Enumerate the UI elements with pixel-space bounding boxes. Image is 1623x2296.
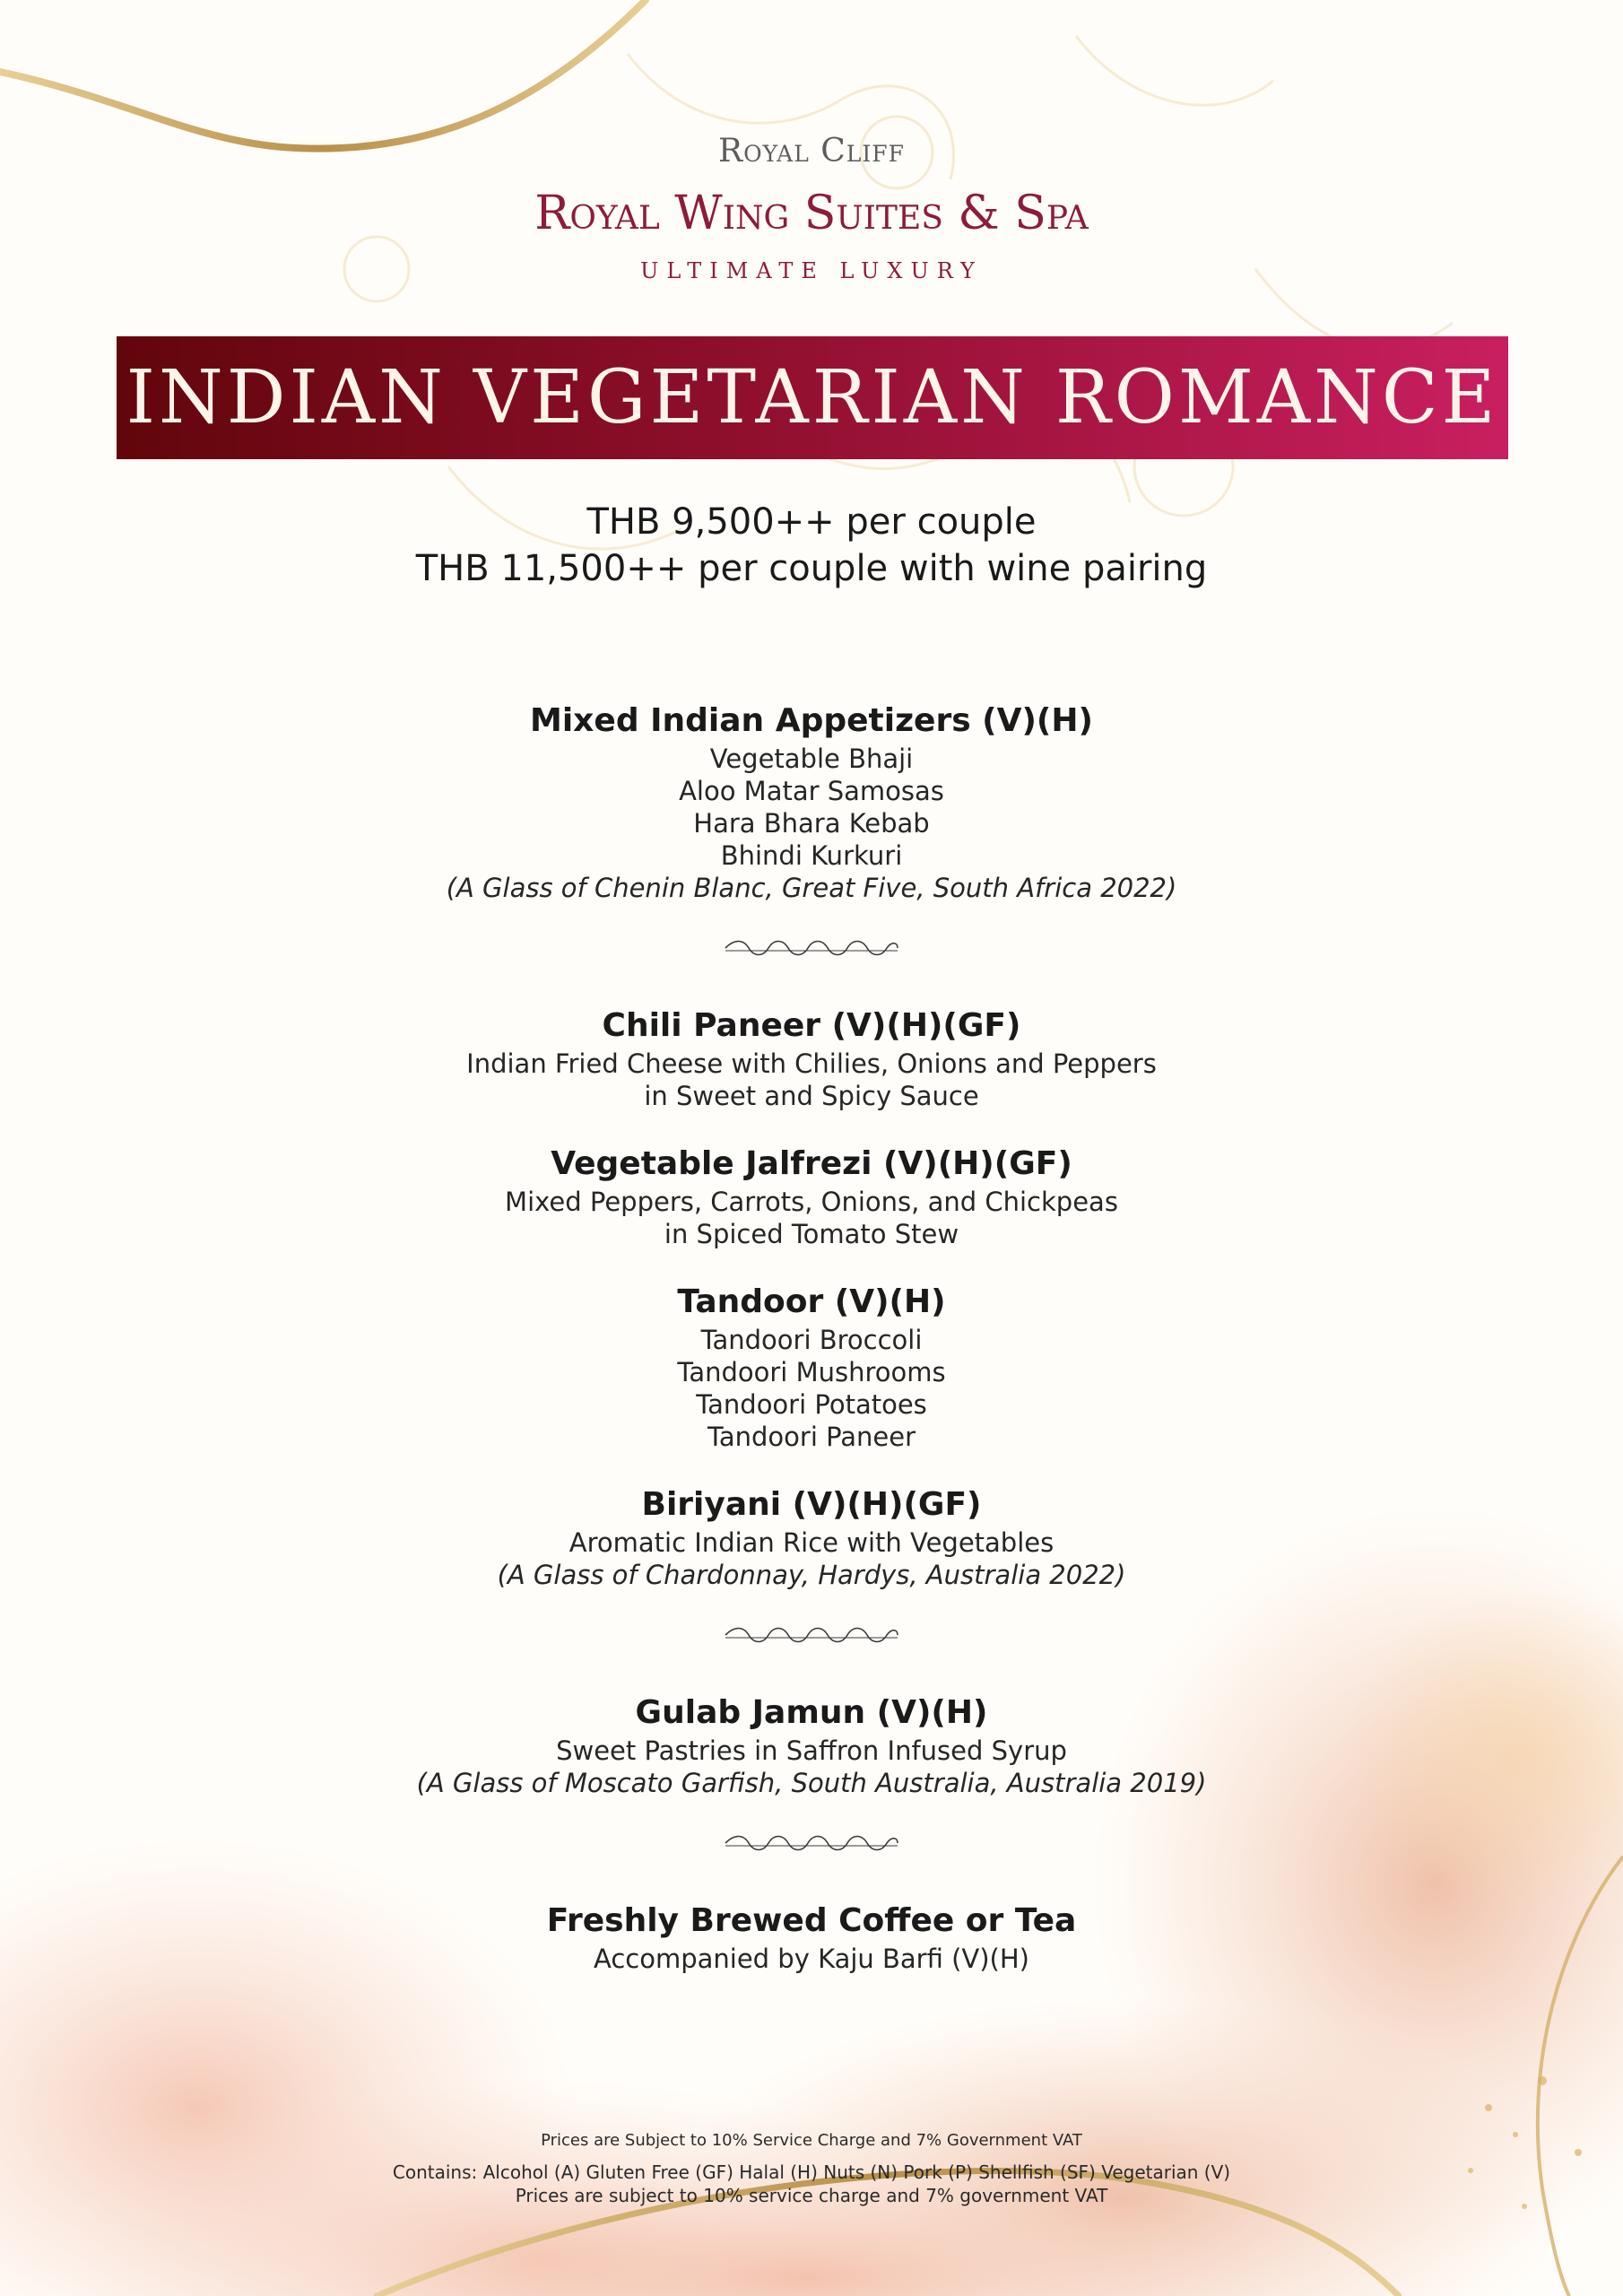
footer-service-note: Prices are Subject to 10% Service Charge and 7% Government VAT bbox=[541, 2131, 1082, 2150]
course-item: Bhindi Kurkuri bbox=[720, 840, 903, 871]
wine-pairing: (A Glass of Chardonnay, Hardys, Australia 2022) bbox=[497, 1560, 1126, 1590]
course-item: in Spiced Tomato Stew bbox=[664, 1219, 959, 1249]
brand-name-logo: Royal Wing Suites & Spa bbox=[534, 187, 1089, 240]
footer-service-note-2: Prices are subject to 10% service charge and 7% government VAT bbox=[515, 2185, 1108, 2206]
title-banner bbox=[117, 336, 1508, 459]
course-tandoor bbox=[0, 1281, 1623, 1453]
course-item: Sweet Pastries in Saffron Infused Syrup bbox=[556, 1735, 1067, 1766]
wine-pairing: (A Glass of Chenin Blanc, Great Five, South Africa 2022) bbox=[446, 873, 1177, 903]
price-with-wine: THB 11,500++ per couple with wine pairing bbox=[415, 548, 1208, 589]
course-appetizers bbox=[0, 700, 1623, 904]
course-chili-paneer bbox=[0, 1004, 1623, 1112]
course-item: Tandoori Paneer bbox=[707, 1422, 916, 1452]
course-title: Biriyani (V)(H)(GF) bbox=[641, 1486, 982, 1523]
menu-title: INDIAN VEGETARIAN ROMANCE bbox=[126, 355, 1499, 440]
ornament-divider bbox=[722, 936, 901, 960]
course-item: in Sweet and Spicy Sauce bbox=[644, 1081, 979, 1111]
course-coffee-tea bbox=[0, 1900, 1623, 1975]
course-item: Mixed Peppers, Carrots, Onions, and Chickpeas bbox=[505, 1187, 1118, 1217]
course-title: Chili Paneer (V)(H)(GF) bbox=[602, 1007, 1021, 1044]
course-item: Vegetable Bhaji bbox=[709, 744, 914, 774]
course-item: Hara Bhara Kebab bbox=[693, 808, 930, 839]
brand-parent-logo: Royal Cliff bbox=[718, 133, 905, 170]
course-title: Vegetable Jalfrezi (V)(H)(GF) bbox=[551, 1145, 1072, 1182]
course-item: Indian Fried Cheese with Chilies, Onions and Peppers bbox=[466, 1048, 1157, 1079]
pricing-block bbox=[0, 499, 1623, 592]
course-item: Tandoori Mushrooms bbox=[677, 1357, 946, 1387]
course-item: Tandoori Potatoes bbox=[696, 1389, 927, 1420]
course-biriyani bbox=[0, 1483, 1623, 1591]
wine-pairing: (A Glass of Moscato Garfish, South Australia, Australia 2019) bbox=[416, 1768, 1207, 1798]
course-gulab-jamun bbox=[0, 1692, 1623, 1799]
course-title: Gulab Jamun (V)(H) bbox=[635, 1694, 988, 1731]
course-item: Aromatic Indian Rice with Vegetables bbox=[568, 1527, 1055, 1558]
course-vegetable-jalfrezi bbox=[0, 1143, 1623, 1250]
footer-allergen-legend: Contains: Alcohol (A) Gluten Free (GF) Halal (H) Nuts (N) Pork (P) Shellfish (SF) Vegetarian (V) bbox=[392, 2161, 1231, 2183]
course-item: Tandoori Broccoli bbox=[700, 1325, 923, 1355]
course-title: Mixed Indian Appetizers (V)(H) bbox=[530, 702, 1093, 739]
ornament-divider bbox=[722, 1623, 901, 1647]
course-item: Accompanied by Kaju Barfi (V)(H) bbox=[594, 1944, 1029, 1974]
brand-tagline: ULTIMATE LUXURY bbox=[640, 258, 983, 283]
price-base: THB 9,500++ per couple bbox=[586, 501, 1037, 543]
course-item: Aloo Matar Samosas bbox=[679, 776, 944, 806]
ornament-divider bbox=[722, 1831, 901, 1855]
menu-courses bbox=[0, 700, 1623, 1975]
course-title: Tandoor (V)(H) bbox=[677, 1283, 946, 1320]
course-title: Freshly Brewed Coffee or Tea bbox=[546, 1902, 1077, 1939]
